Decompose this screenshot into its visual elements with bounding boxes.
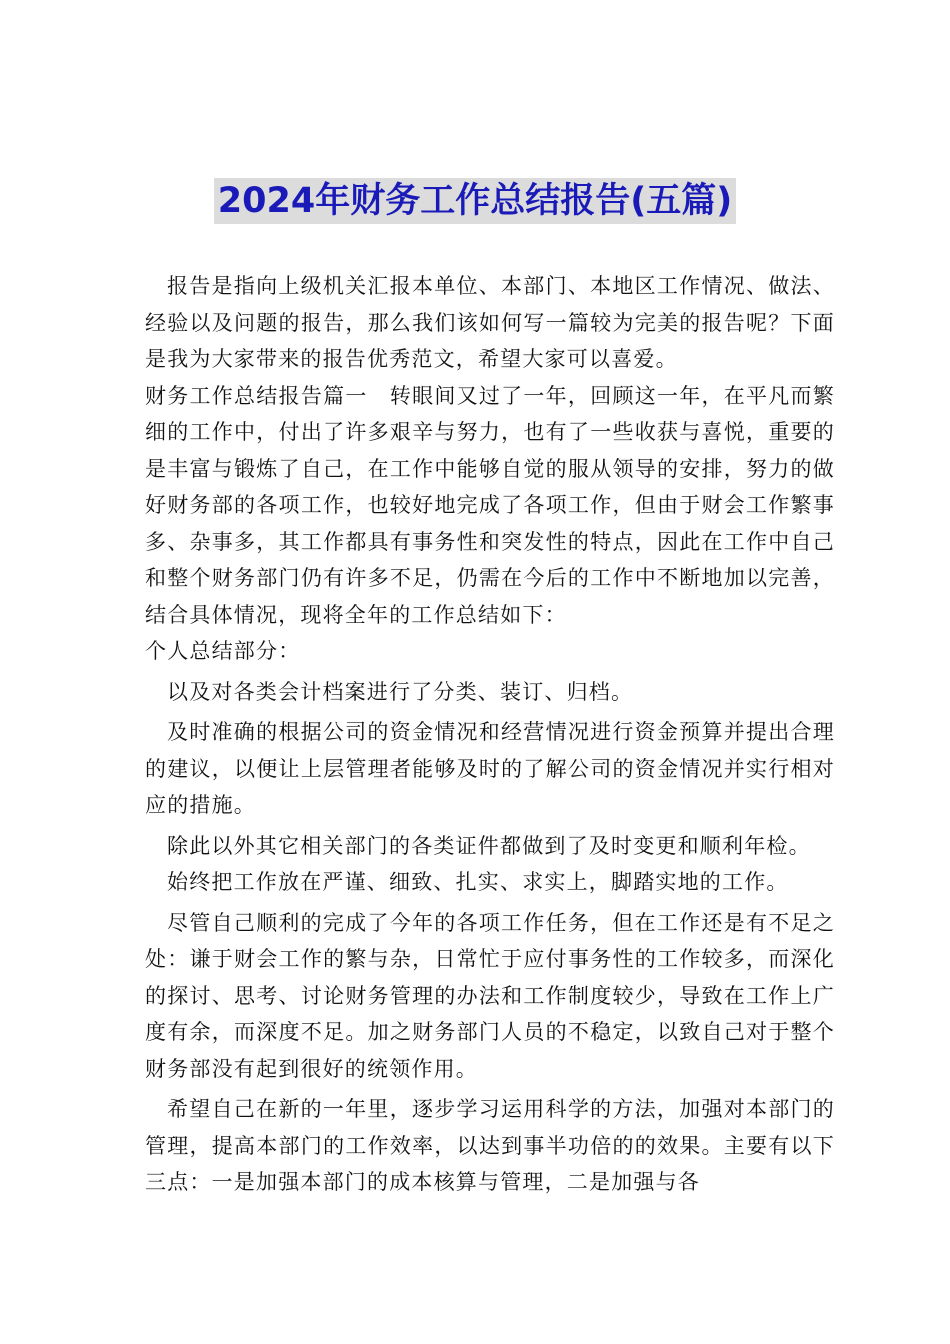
paragraph-personal-summary-heading: 个人总结部分： [145, 639, 301, 663]
paragraph-work-attitude: 始终把工作放在严谨、细致、扎实、求实上，脚踏实地的工作。 [167, 870, 789, 894]
paragraph-plans: 希望自己在新的一年里，逐步学习运用科学的方法，加强对本部门的管理，提高本部门的工作效率，以达到事半功倍的的效果。主要有以下三点：一是加强本部门的成本核算与管理，二是加强与各 [145, 1097, 835, 1194]
paragraph-certificates: 除此以外其它相关部门的各类证件都做到了及时变更和顺利年检。 [167, 833, 811, 858]
paragraph-budget: 及时准确的根据公司的资金情况和经营情况进行资金预算并提出合理的建议，以便让上层管理者能够及时的了解公司的资金情况并实行相对应的措施。 [145, 720, 835, 817]
paragraph-shortcomings: 尽管自己顺利的完成了今年的各项工作任务，但在工作还是有不足之处：谦于财会工作的繁与杂，日常忙于应付事务性的工作较多，而深化的探讨、思考、讨论财务管理的办法和工作制度较少，导致在工作上广度有余，而深度不足。加之财务部门人员的不稳定，以致自己对于整个财务部没有起到很好的统领作用。 [145, 910, 835, 1081]
document-body [145, 268, 835, 1201]
paragraph-archives: 以及对各类会计档案进行了分类、装订、归档。 [167, 679, 634, 704]
title-container [0, 178, 950, 224]
paragraph-intro: 报告是指向上级机关汇报本单位、本部门、本地区工作情况、做法、经验以及问题的报告，那么我们该如何写一篇较为完美的报告呢？下面是我为大家带来的报告优秀范文，希望大家可以喜爱。 [145, 274, 835, 371]
paragraph-section-one: 财务工作总结报告篇一 转眼间又过了一年，回顾这一年，在平凡而繁细的工作中，付出了许多艰辛与努力，也有了一些收获与喜悦，重要的是丰富与锻炼了自己，在工作中能够自觉的服从领导的安排，努力的做好财务部的各项工作，也较好地完成了各项工作，但由于财会工作繁事多、杂事多，其工作都具有事务性和突发性的特点，因此在工作中自己和整个财务部门仍有许多不足，仍需在今后的工作中不断地加以完善，结合具体情况，现将全年的工作总结如下： [145, 383, 835, 627]
document-title: 2024年财务工作总结报告(五篇) [214, 178, 736, 224]
